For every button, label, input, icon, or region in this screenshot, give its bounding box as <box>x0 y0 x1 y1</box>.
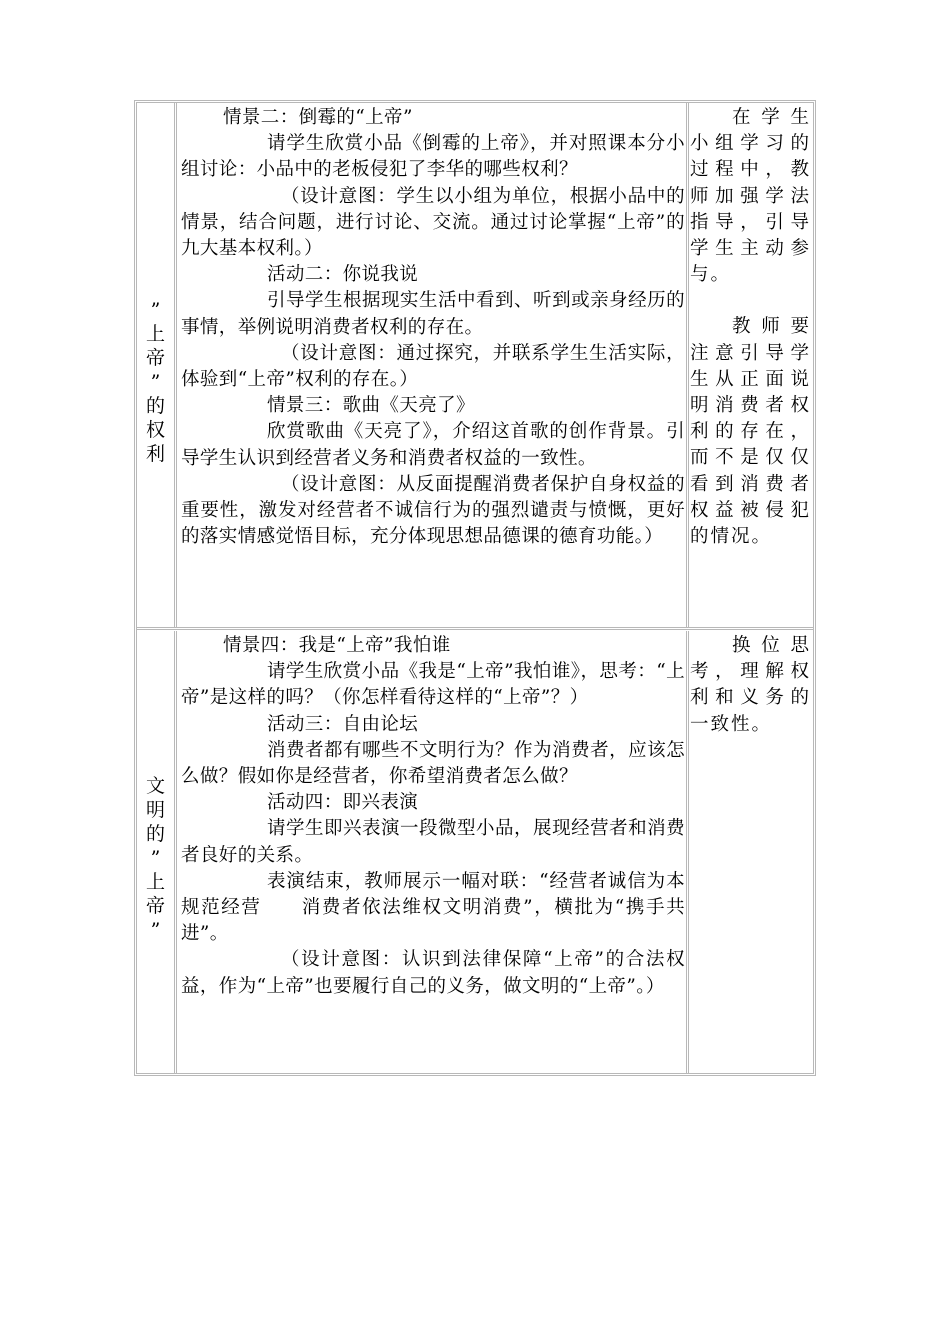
section-label <box>137 774 174 942</box>
content-cell <box>177 631 689 1073</box>
teacher-notes <box>689 103 813 550</box>
notes-cell <box>689 103 813 628</box>
note-paragraph: 教师要注意引导学生从正面说明消费者权利的存在，而不是仅仅看到消费者权益被侵犯的情况。 <box>690 316 811 548</box>
activity-heading: 活动二：你说我说 <box>267 264 419 286</box>
content-paragraph: 请学生欣赏小品《倒霉的上帝》，并对照课本分小组讨论：小品中的老板侵犯了李华的哪些权利？ <box>181 133 685 181</box>
activity-heading: 活动三：自由论坛 <box>267 713 419 735</box>
content-paragraph: 消费者都有哪些不文明行为？作为消费者，应该怎么做？假如你是经营者，你希望消费者怎么做？ <box>181 739 685 788</box>
scene-heading: 情景四：我是“上帝”我怕谁 <box>223 635 451 656</box>
lesson-plan-table <box>134 100 816 1076</box>
label-char: ” <box>150 299 161 321</box>
table-row <box>137 631 813 1073</box>
label-char: 帝 <box>145 895 165 917</box>
label-char: 利 <box>145 443 165 465</box>
label-char: ” <box>150 919 161 941</box>
label-char: 上 <box>145 871 165 893</box>
note-paragraph: 在学生小组学习的过程中，教师加强学法指导，引导学生主动参与。 <box>690 107 811 286</box>
label-char: 明 <box>145 799 165 821</box>
label-char: 权 <box>145 419 165 441</box>
design-intent-paragraph: （设计意图：通过探究，并联系学生生活实际，体验到“上帝”权利的存在。） <box>181 342 685 391</box>
label-char: 的 <box>145 823 165 845</box>
notes-cell <box>689 631 813 1073</box>
section-label-cell <box>137 103 177 628</box>
content-paragraph: 请学生欣赏小品《我是“上帝”我怕谁》，思考：“上帝”是这样的吗？（你怎样看待这样的“上帝”？） <box>181 661 685 709</box>
label-char: ” <box>150 371 161 393</box>
content-paragraph: 引导学生根据现实生活中看到、听到或亲身经历的事情，举例说明消费者权利的存在。 <box>181 290 685 338</box>
section-label-cell <box>137 631 177 1073</box>
table-row <box>137 103 813 628</box>
section-label <box>137 298 174 466</box>
label-char: 上 <box>145 323 165 345</box>
teaching-content <box>177 631 686 1000</box>
label-char: ” <box>150 847 161 869</box>
teacher-notes <box>689 631 813 738</box>
teaching-content <box>177 103 686 550</box>
label-char: 文 <box>145 775 165 797</box>
scene-heading: 情景三：歌曲《天亮了》 <box>267 395 475 417</box>
scene-heading: 情景二：倒霉的“上帝” <box>223 107 413 128</box>
content-cell <box>177 103 689 628</box>
activity-heading: 活动四：即兴表演 <box>267 792 419 814</box>
content-paragraph: 欣赏歌曲《天亮了》，介绍这首歌的创作背景。引导学生认识到经营者义务和消费者权益的一致性。 <box>181 421 685 469</box>
note-paragraph: 换位思考，理解权利和义务的一致性。 <box>690 635 811 735</box>
content-paragraph: 请学生即兴表演一段微型小品，展现经营者和消费者良好的关系。 <box>181 818 685 866</box>
content-paragraph: 表演结束，教师展示一幅对联：“经营者诚信为本规范经营 消费者依法维权文明消费”，横批为“携手共进”。 <box>181 870 685 945</box>
label-char: 帝 <box>145 347 165 369</box>
design-intent-paragraph: （设计意图：从反面提醒消费者保护自身权益的重要性，激发对经营者不诚信行为的强烈谴责与愤慨，更好的落实情感觉悟目标，充分体现思想品德课的德育功能。） <box>181 473 685 548</box>
note-spacer <box>690 288 811 314</box>
design-intent-paragraph: （设计意图：认识到法律保障“上帝”的合法权益，作为“上帝”也要履行自己的义务，做文明的“上帝”。） <box>181 949 685 997</box>
label-char: 的 <box>145 395 165 417</box>
design-intent-paragraph: （设计意图：学生以小组为单位，根据小品中的情景，结合问题，进行讨论、交流。通过讨论掌握“上帝”的九大基本权利。） <box>181 185 685 260</box>
